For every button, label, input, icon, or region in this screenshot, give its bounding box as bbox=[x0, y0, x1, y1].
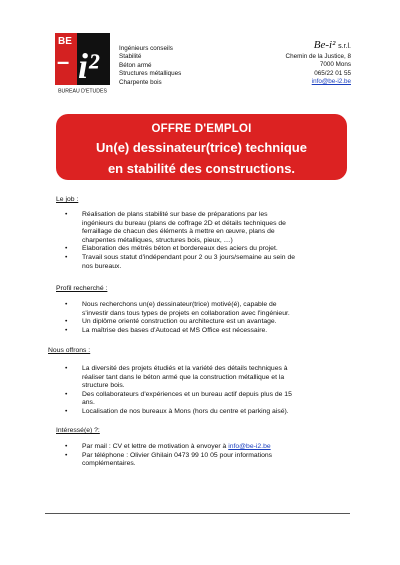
job-list bbox=[64, 211, 300, 271]
logo-subtitle: BUREAU D'ETUDES bbox=[58, 88, 107, 95]
service-item: Ingénieurs conseils bbox=[119, 45, 173, 52]
company-phone: 065/22 01 55 bbox=[314, 69, 351, 77]
banner-title-line1: Un(e) dessinateur(trice) technique bbox=[96, 140, 307, 155]
list-item: • La diversité des projets étudiés et la variété des détails techniques à réaliser tant dans le béton armé que la construction métallique et la structure bois. bbox=[64, 365, 300, 391]
company-logo bbox=[55, 33, 110, 95]
list-item: • La maîtrise des bases d'Autocad et MS Office est nécessaire. bbox=[64, 327, 300, 336]
job-offer-banner bbox=[56, 114, 347, 180]
profile-list bbox=[64, 301, 300, 335]
banner-heading: OFFRE D'EMPLOI bbox=[151, 123, 252, 135]
services-list bbox=[119, 45, 181, 87]
section-title-contact: Intéressé(e) ?: bbox=[56, 427, 100, 434]
company-address bbox=[286, 39, 351, 87]
company-name: Be-i² bbox=[313, 39, 336, 51]
list-item: • Des collaborateurs d'expériences et un bureau actif depuis plus de 15 ans. bbox=[64, 391, 300, 408]
service-item: Béton armé bbox=[119, 61, 152, 69]
logo-text-main: i² bbox=[78, 46, 99, 86]
company-name-line bbox=[286, 39, 351, 53]
footer-divider bbox=[45, 513, 350, 514]
list-item: • Un diplôme orienté construction ou architecture est un avantage. bbox=[64, 318, 300, 327]
section-title-profile: Profil recherché : bbox=[56, 285, 108, 292]
list-item: • Nous recherchons un(e) dessinateur(trice) motivé(é), capable de s'investir dans tous types de projets en collaboration avec l'ingénieur. bbox=[64, 301, 300, 318]
list-item: • Localisation de nos bureaux à Mons (hors du centre et parking aisé). bbox=[64, 408, 300, 417]
list-item: • Réalisation de plans stabilité sur base de préparations par les ingénieurs du bureau (plans de coffrage 2D et détails techniques de ferraillage de chacun des éléments à mettre en œuvre, plans de charpentes métalliques, structures bois, pieux, …) bbox=[64, 211, 300, 245]
company-street: Chemin de la Justice, 8 bbox=[285, 53, 351, 60]
section-title-job: Le job : bbox=[56, 196, 79, 203]
list-item: • Travail sous statut d'indépendant pour 2 ou 3 jours/semaine au sein de nos bureaux. bbox=[64, 254, 300, 271]
list-item: • Elaboration des métrés béton et bordereaux des aciers du projet. bbox=[64, 245, 300, 254]
contact-email-link[interactable]: info@be-i2.be bbox=[228, 443, 271, 450]
offer-list bbox=[64, 365, 300, 417]
contact-phone-item: • Par téléphone : Olivier Ghilain 0473 99 10 05 pour informations complémentaires. bbox=[64, 452, 300, 469]
contact-list bbox=[64, 443, 300, 469]
service-item: Structures métalliques bbox=[119, 70, 182, 78]
company-suffix: s.r.l. bbox=[338, 43, 351, 50]
contact-mail-text: Par mail : CV et lettre de motivation à envoyer à bbox=[82, 443, 229, 450]
service-item: Charpente bois bbox=[119, 78, 162, 86]
company-city: 7000 Mons bbox=[319, 61, 351, 69]
logo-graphic bbox=[55, 33, 110, 95]
company-email-link[interactable]: info@be-i2.be bbox=[311, 78, 351, 86]
banner-title-line2: en stabilité des constructions. bbox=[107, 160, 296, 176]
section-title-offer: Nous offrons : bbox=[48, 347, 91, 354]
logo-text-top: BE bbox=[58, 36, 72, 47]
contact-mail-item bbox=[64, 443, 300, 452]
service-item: Stabilité bbox=[119, 53, 142, 61]
logo-text-minus: – bbox=[57, 49, 70, 74]
